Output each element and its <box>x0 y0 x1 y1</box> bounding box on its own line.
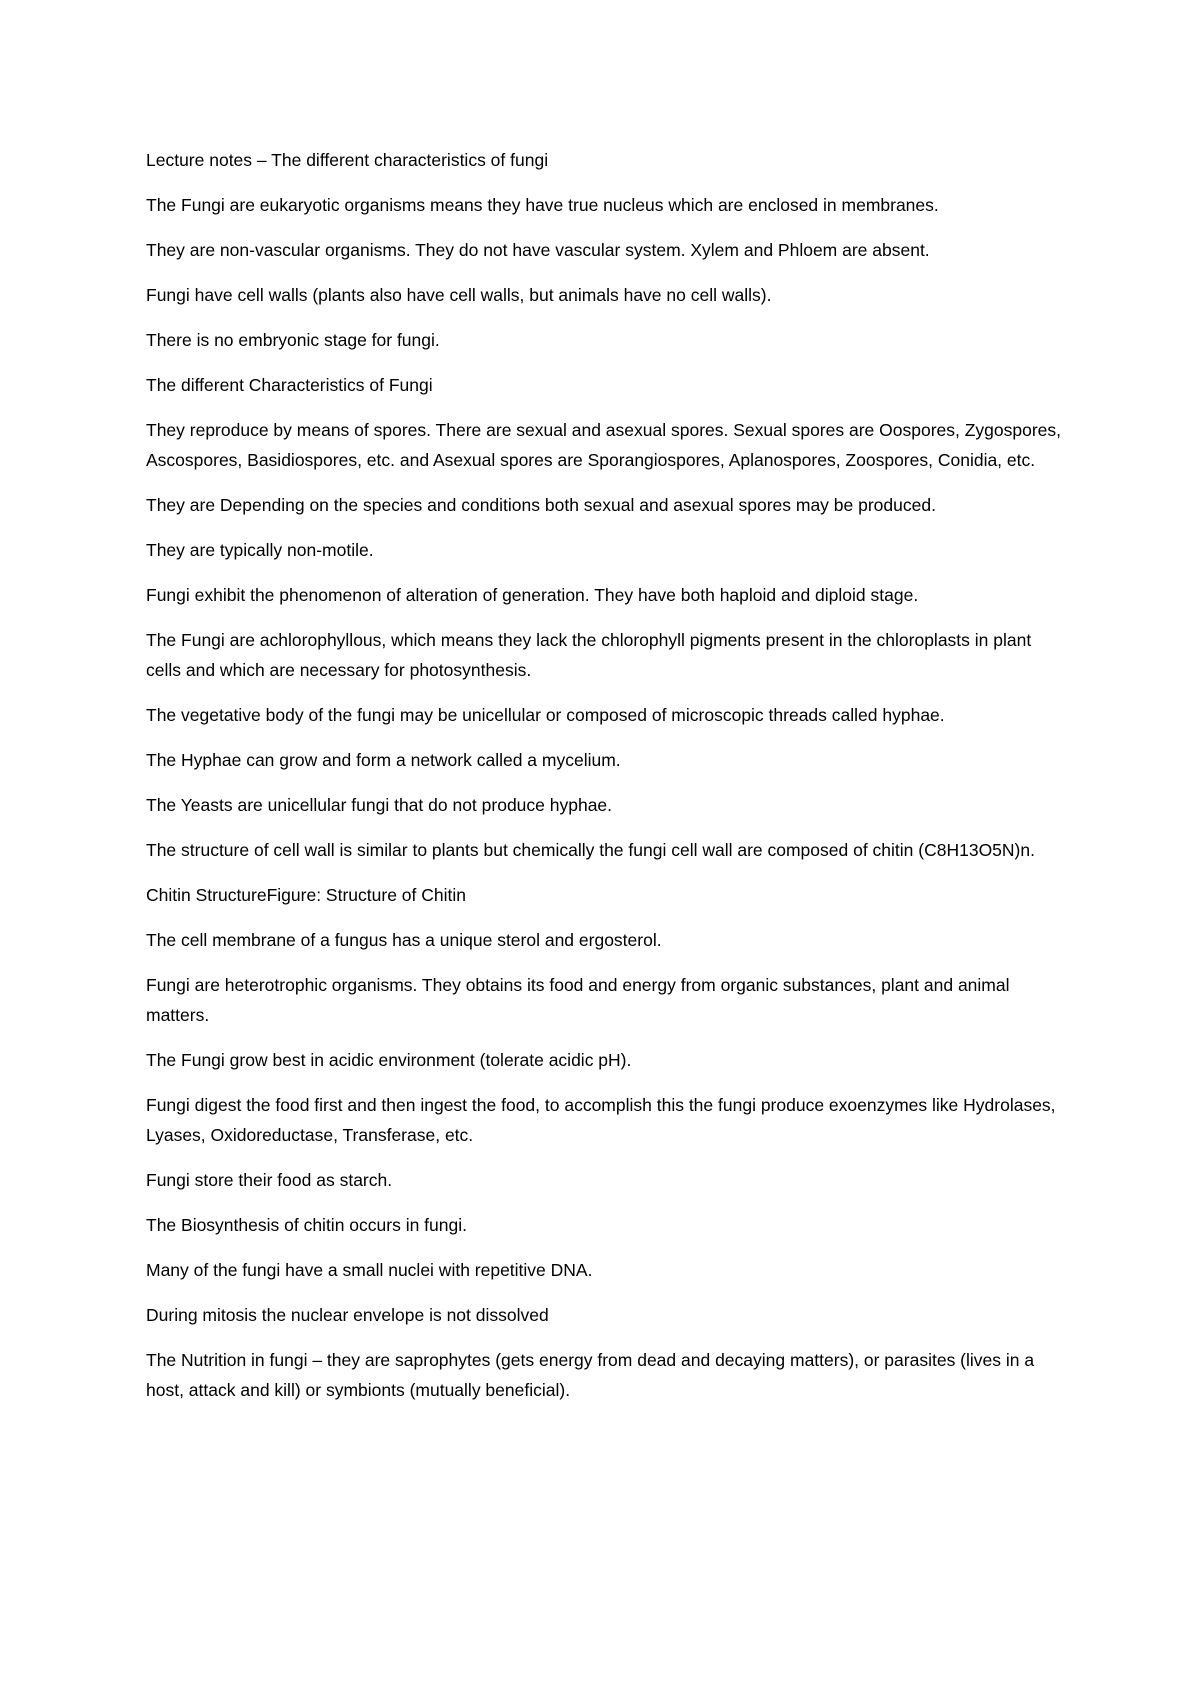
paragraph: The Biosynthesis of chitin occurs in fungi. <box>146 1215 467 1235</box>
paragraph: Fungi digest the food first and then ingest the food, to accomplish this the fungi produce exoenzymes like Hydrolases, Lyases, Oxidoreductase, Transferase, etc. <box>146 1095 1056 1145</box>
paragraph: The Yeasts are unicellular fungi that do not produce hyphae. <box>146 795 613 815</box>
paragraph: Many of the fungi have a small nuclei with repetitive DNA. <box>146 1260 593 1280</box>
paragraph: Fungi store their food as starch. <box>146 1170 393 1190</box>
paragraph: The vegetative body of the fungi may be unicellular or composed of microscopic threads called hyphae. <box>146 705 945 725</box>
paragraph: They are non-vascular organisms. They do not have vascular system. Xylem and Phloem are absent. <box>146 240 930 260</box>
paragraph: The Fungi are eukaryotic organisms means they have true nucleus which are enclosed in membranes. <box>146 195 939 215</box>
document-title: Lecture notes – The different characteristics of fungi <box>146 150 549 170</box>
paragraph: During mitosis the nuclear envelope is not dissolved <box>146 1305 549 1325</box>
paragraph: They reproduce by means of spores. There are sexual and asexual spores. Sexual spores are Oospores, Zygospores, Ascospores, Basidiospores, etc. and Asexual spores are Sporangiospores, Aplanospores, Zoospores, Conidia, etc. <box>146 420 1062 470</box>
figure-caption: Chitin StructureFigure: Structure of Chitin <box>146 885 466 905</box>
document-body <box>146 145 1066 1420</box>
section-heading: The different Characteristics of Fungi <box>146 375 433 395</box>
paragraph: They are typically non-motile. <box>146 540 374 560</box>
paragraph: There is no embryonic stage for fungi. <box>146 330 440 350</box>
paragraph: Fungi exhibit the phenomenon of alteration of generation. They have both haploid and diploid stage. <box>146 585 919 605</box>
paragraph: The Nutrition in fungi – they are saprophytes (gets energy from dead and decaying matters), or parasites (lives in a host, attack and kill) or symbionts (mutually beneficial). <box>146 1350 1035 1400</box>
paragraph: The Fungi grow best in acidic environment (tolerate acidic pH). <box>146 1050 632 1070</box>
paragraph: They are Depending on the species and conditions both sexual and asexual spores may be produced. <box>146 495 936 515</box>
paragraph: The cell membrane of a fungus has a unique sterol and ergosterol. <box>146 930 662 950</box>
paragraph: Fungi are heterotrophic organisms. They obtains its food and energy from organic substances, plant and animal matters. <box>146 975 1010 1025</box>
paragraph: Fungi have cell walls (plants also have cell walls, but animals have no cell walls). <box>146 285 772 305</box>
paragraph: The Fungi are achlorophyllous, which means they lack the chlorophyll pigments present in the chloroplasts in plant cells and which are necessary for photosynthesis. <box>146 630 1032 680</box>
paragraph: The structure of cell wall is similar to plants but chemically the fungi cell wall are composed of chitin (C8H13O5N)n. <box>146 840 1035 860</box>
paragraph: The Hyphae can grow and form a network called a mycelium. <box>146 750 621 770</box>
